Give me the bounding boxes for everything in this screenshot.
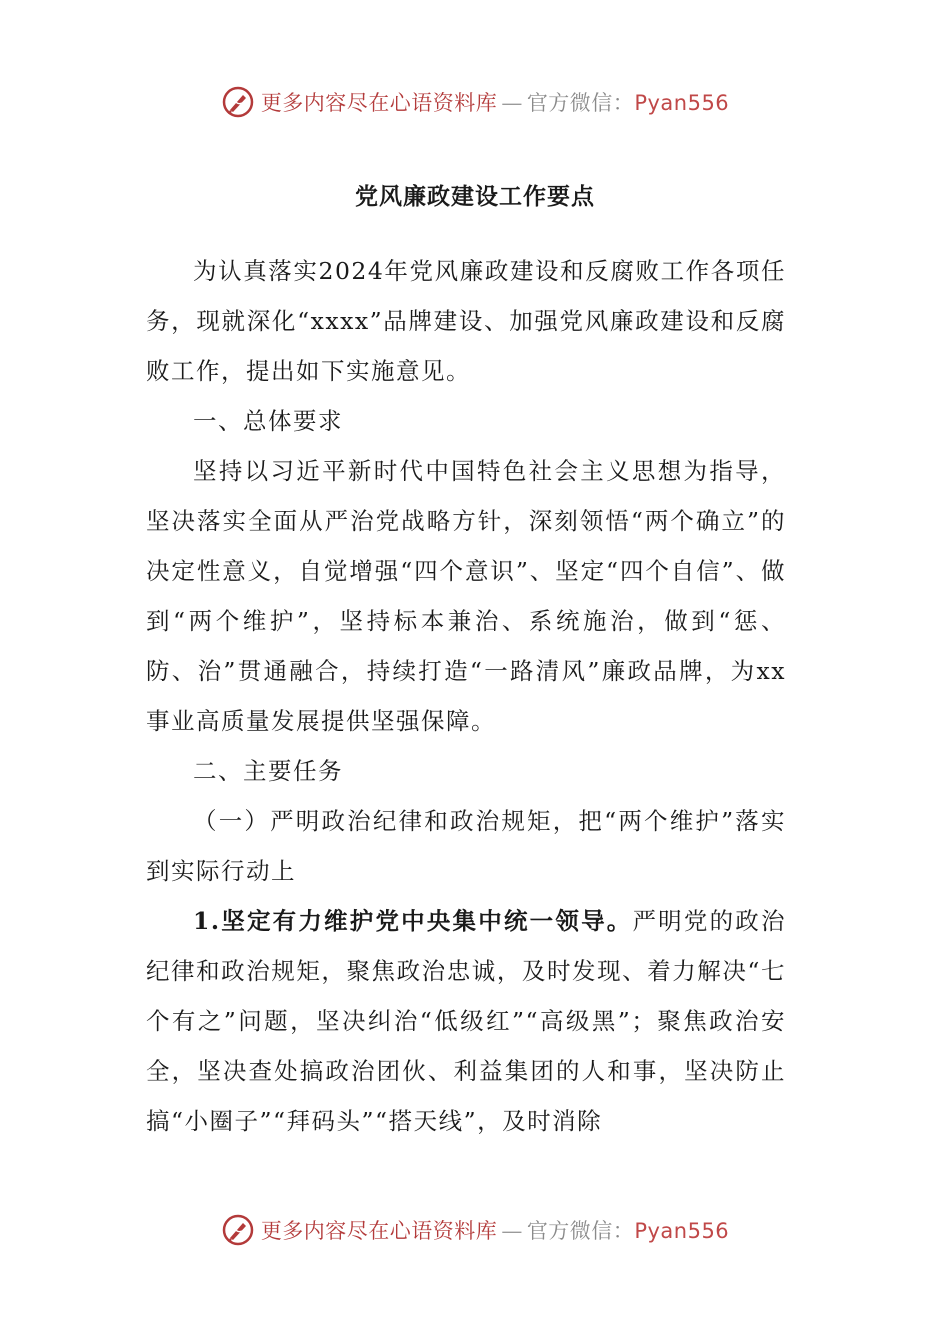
pen-nib-logo-icon	[221, 85, 255, 119]
banner-wechat-label: 官方微信：	[526, 1219, 635, 1243]
footer-watermark-banner	[0, 1210, 950, 1250]
item-1-paragraph	[146, 896, 786, 1146]
item-1-lead: 1.坚定有力维护党中央集中统一领导。	[193, 907, 633, 935]
section-heading-general-requirements: 一、总体要求	[193, 407, 343, 435]
banner-wechat-id: Pyan556	[634, 91, 730, 115]
section-heading-main-tasks: 二、主要任务	[193, 757, 343, 785]
banner-prefix: 更多内容尽在心语资料库	[260, 91, 498, 115]
pen-nib-logo-icon	[221, 1213, 255, 1247]
banner-text	[261, 1215, 729, 1245]
banner-separator: —	[501, 1219, 523, 1243]
banner-separator: —	[501, 91, 523, 115]
item-1-body: 严明党的政治纪律和政治规矩，聚焦政治忠诚，及时发现、着力解决“七个有之”问题，坚决纠治“低级红”“高级黑”；聚焦政治安全，坚决查处搞政治团伙、利益集团的人和事，坚决防止搞“小圈子”“拜码头”“搭天线”，及时消除	[146, 907, 786, 1135]
banner-text	[261, 87, 729, 117]
subsection-heading-political-discipline: （一）严明政治纪律和政治规矩，把“两个维护”落实到实际行动上	[146, 807, 786, 885]
general-requirements-paragraph: 坚持以习近平新时代中国特色社会主义思想为指导，坚决落实全面从严治党战略方针，深刻领悟“两个确立”的决定性意义，自觉增强“四个意识”、坚定“四个自信”、做到“两个维护”，坚持标本兼治、系统施治，做到“惩、防、治”贯通融合，持续打造“一路清风”廉政品牌，为xx事业高质量发展提供坚强保障。	[146, 457, 786, 735]
document-body	[146, 246, 786, 1146]
banner-wechat-id: Pyan556	[634, 1219, 730, 1243]
intro-paragraph: 为认真落实2024年党风廉政建设和反腐败工作各项任务，现就深化“xxxx”品牌建设、加强党风廉政建设和反腐败工作，提出如下实施意见。	[146, 257, 786, 385]
document-title: 党风廉政建设工作要点	[355, 183, 595, 210]
header-watermark-banner	[0, 82, 950, 122]
banner-wechat-label: 官方微信：	[526, 91, 635, 115]
banner-prefix: 更多内容尽在心语资料库	[260, 1219, 498, 1243]
